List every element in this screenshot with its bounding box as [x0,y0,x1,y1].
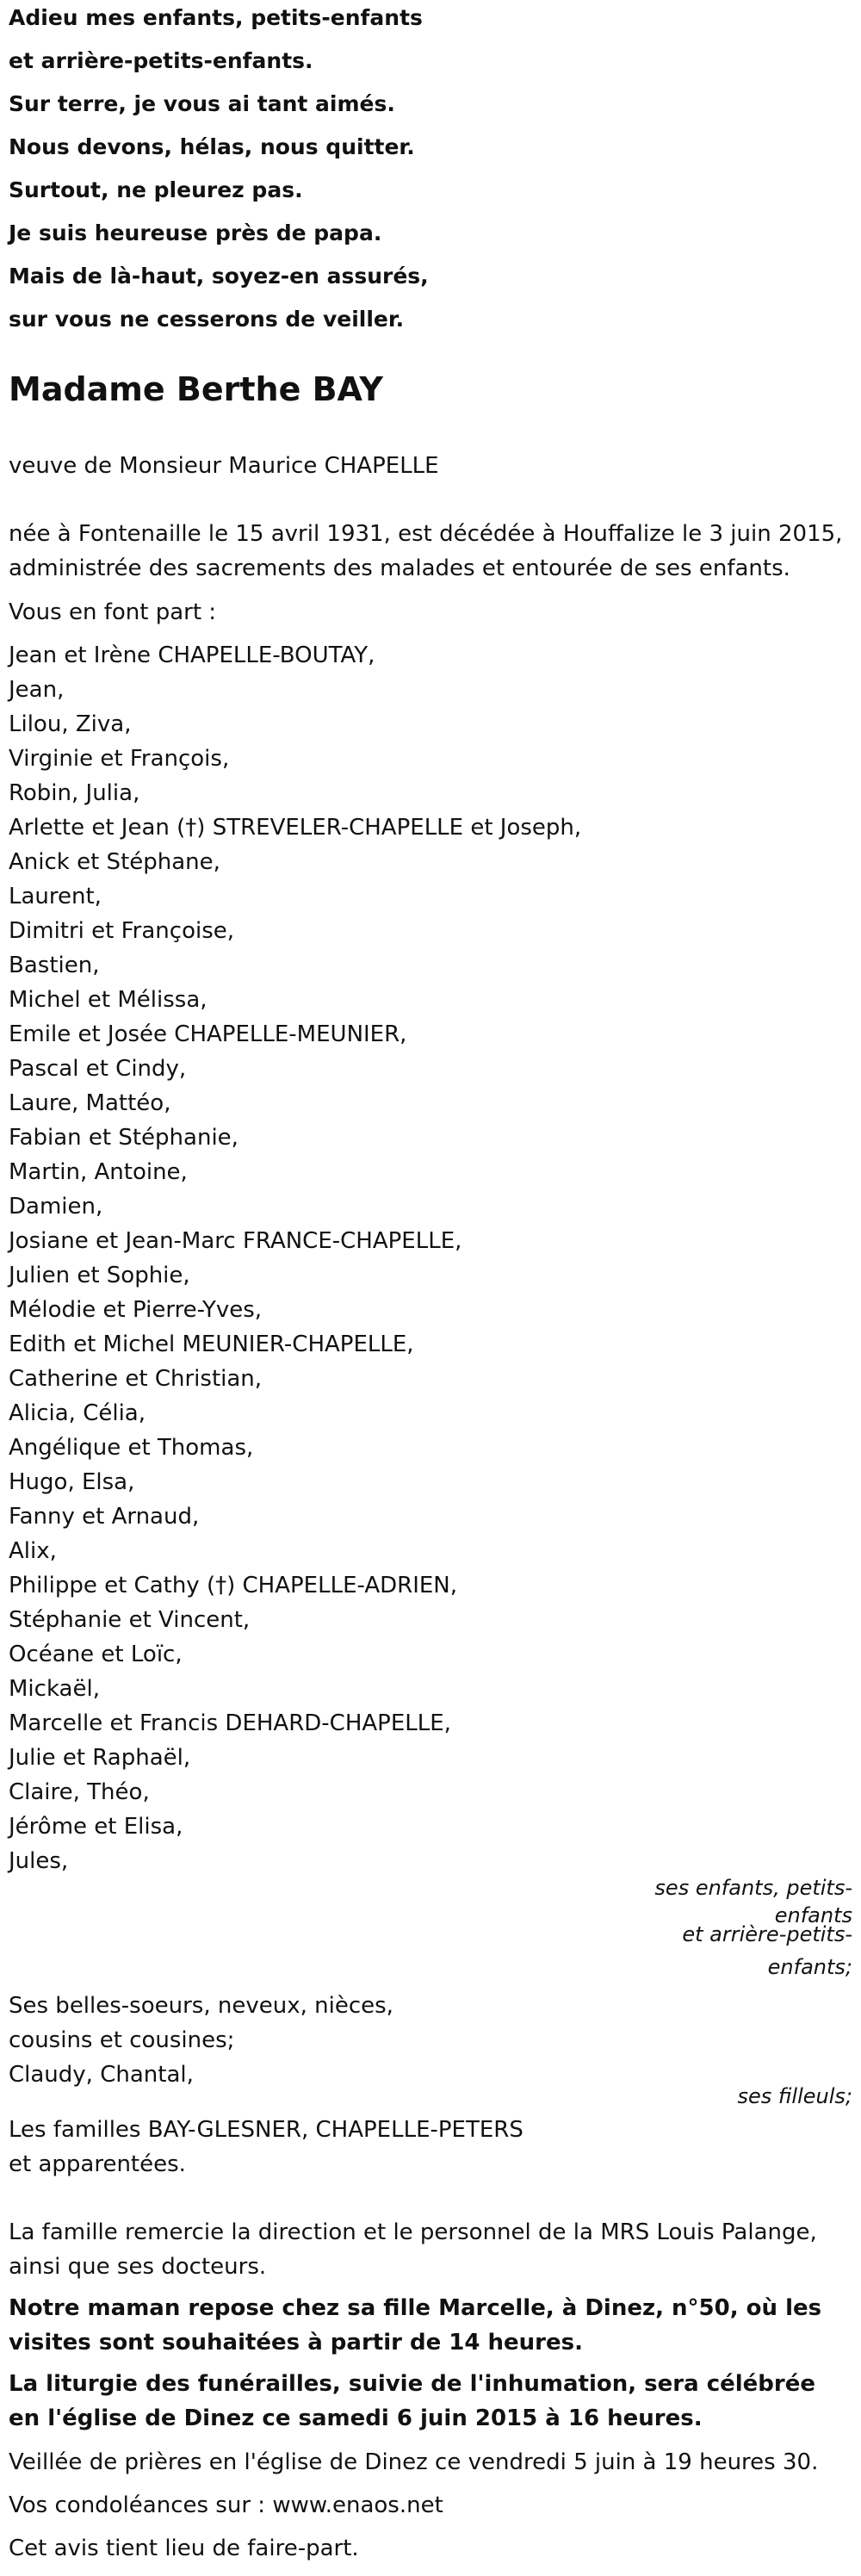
poem-line: Sur terre, je vous ai tant aimés. [9,91,395,116]
families-line: et apparentées. [9,2151,186,2177]
thanks-paragraph: La famille remercie la direction et le personnel de la MRS Louis Palange, ainsi que ses docteurs. [9,2219,817,2280]
family-line: Angélique et Thomas, [9,1435,254,1461]
condolences-line: Vos condoléances sur : www.enaos.net [9,2492,443,2518]
family-line: Hugo, Elsa, [9,1469,135,1495]
family-line: Fanny et Arnaud, [9,1504,200,1530]
family-line: Julie et Raphaël, [9,1745,191,1771]
family-line: Catherine et Christian, [9,1366,263,1392]
family-line: Josiane et Jean-Marc FRANCE-CHAPELLE, [9,1228,462,1254]
family-caption-line: et arrière-petits- [682,1922,852,1946]
birth-death-paragraph: née à Fontenaille le 15 avril 1931, est décédée à Houffalize le 3 juin 2015, administrée des sacrements des malades et entourée de ses enfants. [9,521,843,581]
family-line: Alix, [9,1538,57,1564]
deceased-name: Madame Berthe BAY [9,370,383,408]
poem-line: Adieu mes enfants, petits-enfants [9,5,423,30]
poem-line: Nous devons, hélas, nous quitter. [9,134,415,159]
family-line: Marcelle et Francis DEHARD-CHAPELLE, [9,1710,451,1736]
family-line: Mickaël, [9,1676,100,1702]
family-line: Fabian et Stéphanie, [9,1125,238,1151]
family-line: Jérôme et Elisa, [9,1814,183,1840]
relatives-line: cousins et cousines; [9,2027,235,2053]
family-caption-line: enfants; [767,1955,852,1979]
family-line: Laurent, [9,884,102,909]
family-line: Arlette et Jean (†) STREVELER-CHAPELLE et Joseph, [9,815,582,841]
poem-line: Surtout, ne pleurez pas. [9,177,303,202]
family-line: Stéphanie et Vincent, [9,1607,251,1633]
family-line: Jean et Irène CHAPELLE-BOUTAY, [9,642,375,668]
family-line: Mélodie et Pierre-Yves, [9,1297,263,1323]
family-line: Pascal et Cindy, [9,1056,187,1082]
family-line: Jean, [9,677,65,703]
family-line: Anick et Stéphane, [9,849,220,875]
families-line: Les familles BAY-GLESNER, CHAPELLE-PETERS [9,2117,523,2143]
family-line: Martin, Antoine, [9,1159,188,1185]
family-line: Virginie et François, [9,746,230,772]
announcement-intro: Vous en font part : [9,599,217,625]
vigil-line: Veillée de prières en l'église de Dinez ce vendredi 5 juin à 19 heures 30. [9,2449,819,2475]
family-line: Robin, Julia, [9,780,140,806]
poem-line: Je suis heureuse près de papa. [9,220,382,245]
poem-line: Mais de là-haut, soyez-en assurés, [9,264,429,289]
family-line: Philippe et Cathy (†) CHAPELLE-ADRIEN, [9,1573,458,1598]
family-line: Michel et Mélissa, [9,987,208,1013]
family-caption-line: enfants [774,1903,852,1927]
family-line: Julien et Sophie, [9,1263,190,1288]
family-line: Bastien, [9,953,100,978]
godchildren-caption: ses filleuls; [737,2084,852,2108]
widow-line: veuve de Monsieur Maurice CHAPELLE [9,453,439,479]
family-line: Edith et Michel MEUNIER-CHAPELLE, [9,1331,414,1357]
family-line: Alicia, Célia, [9,1400,146,1426]
relatives-line: Claudy, Chantal, [9,2062,194,2088]
family-line: Damien, [9,1194,103,1220]
notice-line: Cet avis tient lieu de faire-part. [9,2536,359,2561]
family-line: Lilou, Ziva, [9,711,132,737]
family-line: Emile et Josée CHAPELLE-MEUNIER, [9,1021,407,1047]
family-line: Océane et Loïc, [9,1642,183,1667]
family-line: Claire, Théo, [9,1779,150,1805]
family-line: Laure, Mattéo, [9,1090,171,1116]
poem-line: sur vous ne cesserons de veiller. [9,307,405,332]
relatives-line: Ses belles-soeurs, neveux, nièces, [9,1993,393,2019]
repose-paragraph: Notre maman repose chez sa fille Marcelle, à Dinez, n°50, où les visites sont souhaitées à partir de 14 heures. [9,2295,822,2356]
family-line: Jules, [9,1848,69,1874]
liturgy-paragraph: La liturgie des funérailles, suivie de l'inhumation, sera célébrée en l'église de Dinez ce samedi 6 juin 2015 à 16 heures. [9,2371,815,2431]
poem-line: et arrière-petits-enfants. [9,48,313,73]
family-caption-line: ses enfants, petits- [654,1876,852,1900]
family-line: Dimitri et Françoise, [9,918,235,944]
